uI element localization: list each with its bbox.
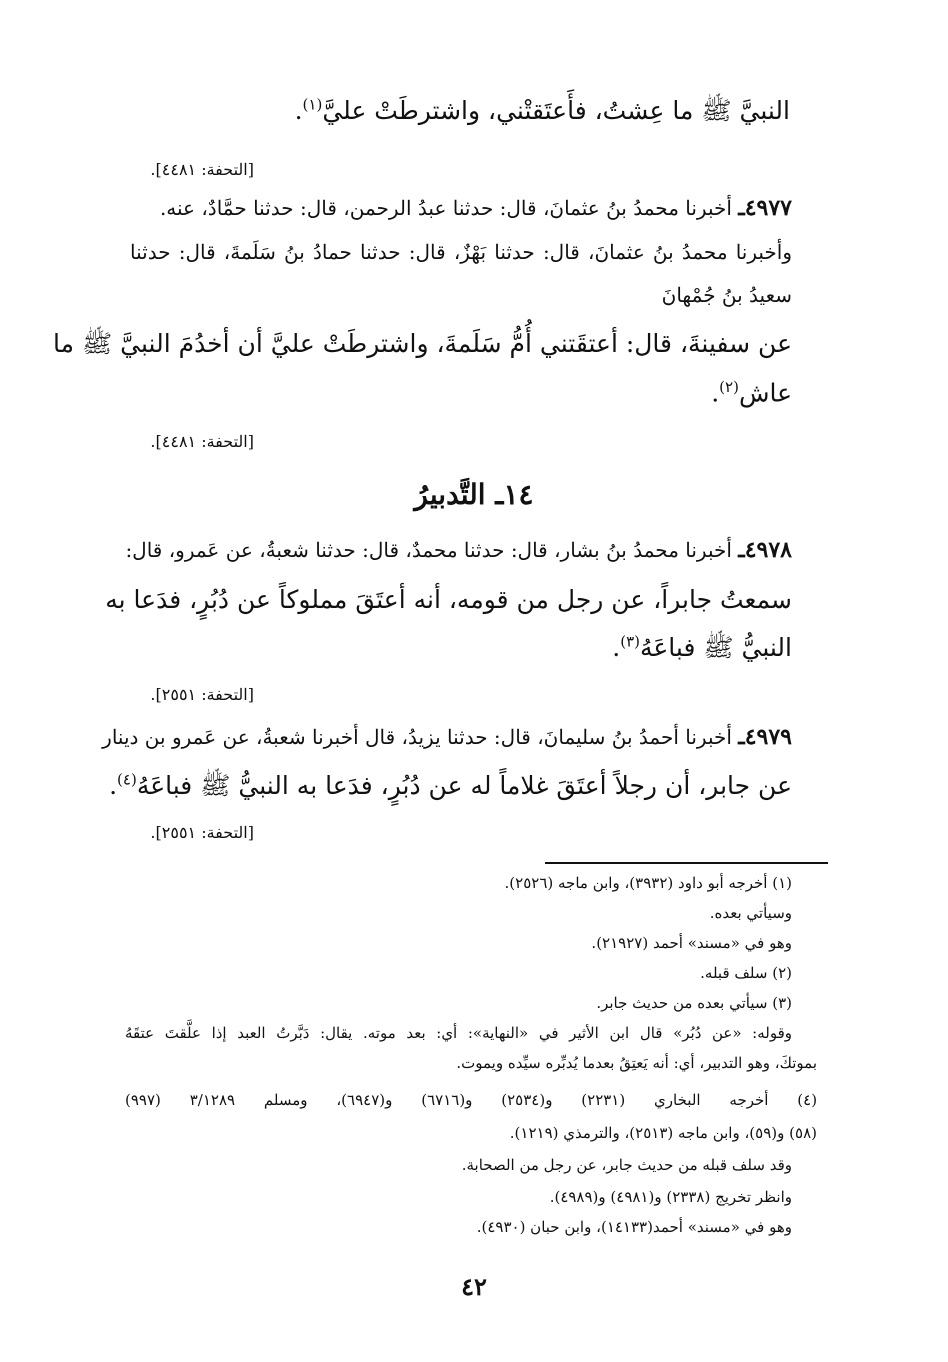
footnote-ref-4: (٤) [117, 770, 137, 789]
hadith-4977-line [150, 195, 792, 221]
line-text: النبيُّ ﷺ فباعَهُ [639, 633, 792, 662]
footnote-line: وقد سلف قبله من حديث جابر، عن رجل من الصحابة. [461, 1156, 792, 1174]
hadith-4978-line [125, 537, 792, 563]
footnote-line: (٢) سلف قبله. [700, 964, 792, 982]
line-end: . [612, 633, 621, 662]
tuhfa-ref-1: [التحفة: ٤٤٨١]. [150, 160, 254, 179]
footnote-ref-3: (٣) [620, 632, 640, 651]
hadith-4978-text: أخبرنا محمدُ بنُ بشار، قال: حدثنا محمدٌ، قال: حدثنا شعبةُ، عن عَمرو، قال: [125, 538, 732, 562]
line-end: . [711, 378, 720, 408]
hadith-4979-line [102, 724, 792, 750]
line-text: عاش [738, 378, 792, 408]
text-line-1 [294, 95, 790, 132]
footnote-line: (٣) سيأتي بعده من حديث جابر. [596, 994, 792, 1012]
chapter-heading: ١٤ـ التَّدبيرُ [414, 478, 534, 511]
footnote-ref-2: (٢) [719, 378, 739, 396]
footnote-line: وقوله: «عن دُبُر» قال ابن الأثير في «النهاية»: أي: بعد موته. يقال: دَبَّرتُ العبد إذا علَّقتَ عتقَهُ [125, 1024, 792, 1042]
text-line-4: وأخبرنا محمدُ بنُ عثمانَ، قال: حدثنا بَهْزٌ، قال: حدثنا حمادُ بنُ سَلَمةَ، قال: حدثنا [130, 240, 792, 264]
hadith-number-4979: ٤٩٧٩ـ [738, 724, 792, 750]
text-line-13 [109, 770, 792, 807]
line-end: . [109, 771, 118, 800]
text-line-5: سعيدُ بنُ جُمْهانَ [661, 283, 792, 307]
hadith-number-4978: ٤٩٧٨ـ [738, 537, 792, 563]
page-number: ٤٢ [461, 1272, 487, 1301]
line-text: النبيَّ ﷺ ما عِشتُ، فأَعتَقتْني، واشترطَتْ عليَّ [322, 96, 790, 125]
hadith-4979-text: أخبرنا أحمدُ بنُ سليمانَ، قال: حدثنا يزيدُ، قال أخبرنا شعبةُ، عن عَمرو بن دينار [102, 725, 732, 749]
tuhfa-ref-4: [التحفة: ٢٥٥١]. [150, 823, 254, 842]
footnote-ref-1: (١) [302, 95, 323, 114]
footnote-divider [545, 862, 828, 864]
footnote-line: بموتكَ، وهو التدبير، أي: أنه يَعتِقُ بعدما يُدبِّره سيِّده ويموت. [456, 1054, 817, 1072]
text-line-6: عن سفينةَ، قال: أعتقَتني أُمُّ سَلَمةَ، واشترطَتْ عليَّ أن أخدُمَ النبيَّ ﷺ ما [53, 329, 792, 358]
footnote-line: وهو في «مسند» أحمد (٢١٩٢٧). [591, 934, 792, 952]
text-line-7 [500, 378, 792, 407]
footnote-line: وهو في «مسند» أحمد(١٤١٣٣)، وابن حبان (٤٩٣٠). [476, 1218, 792, 1236]
footnote-line: (١) أخرجه أبو داود (٣٩٣٢)، وابن ماجه (٢٥٢٦). [504, 874, 792, 892]
footnote-line: وانظر تخريج (٢٣٣٨) و(٤٩٨١) و(٤٩٨٩). [549, 1188, 792, 1206]
footnote-line: وسيأتي بعده. [709, 904, 792, 922]
footnote-line: (٤) أخرجه البخاري (٢٢٣١) و(٢٥٣٤) و(٦٧١٦) و(٦٩٤٧)، ومسلم ٣/١٢٨٩ (٩٩٧) [125, 1091, 818, 1109]
footnote-line: (٥٨) و(٥٩)، وابن ماجه (٢٥١٣)، والترمذي (١٢١٩). [509, 1124, 817, 1142]
text-line-11 [500, 632, 792, 669]
line-text: عن جابر، أن رجلاً أعتَقَ غلاماً له عن دُبُرٍ، فدَعا به النبيُّ ﷺ فباعَهُ [136, 771, 792, 800]
text-line-10: سمعتُ جابراً، عن رجل من قومه، أنه أعتَقَ مملوكاً عن دُبُرٍ، فدَعا به [105, 585, 792, 614]
line-end: . [294, 96, 303, 125]
tuhfa-ref-3: [التحفة: ٢٥٥١]. [150, 685, 254, 704]
hadith-number-4977: ٤٩٧٧ـ [738, 195, 792, 221]
tuhfa-ref-2: [التحفة: ٤٤٨١]. [150, 432, 254, 451]
hadith-4977-text: أخبرنا محمدُ بنُ عثمانَ، قال: حدثنا عبدُ الرحمن، قال: حدثنا حمَّادٌ، عنه. [159, 196, 732, 220]
